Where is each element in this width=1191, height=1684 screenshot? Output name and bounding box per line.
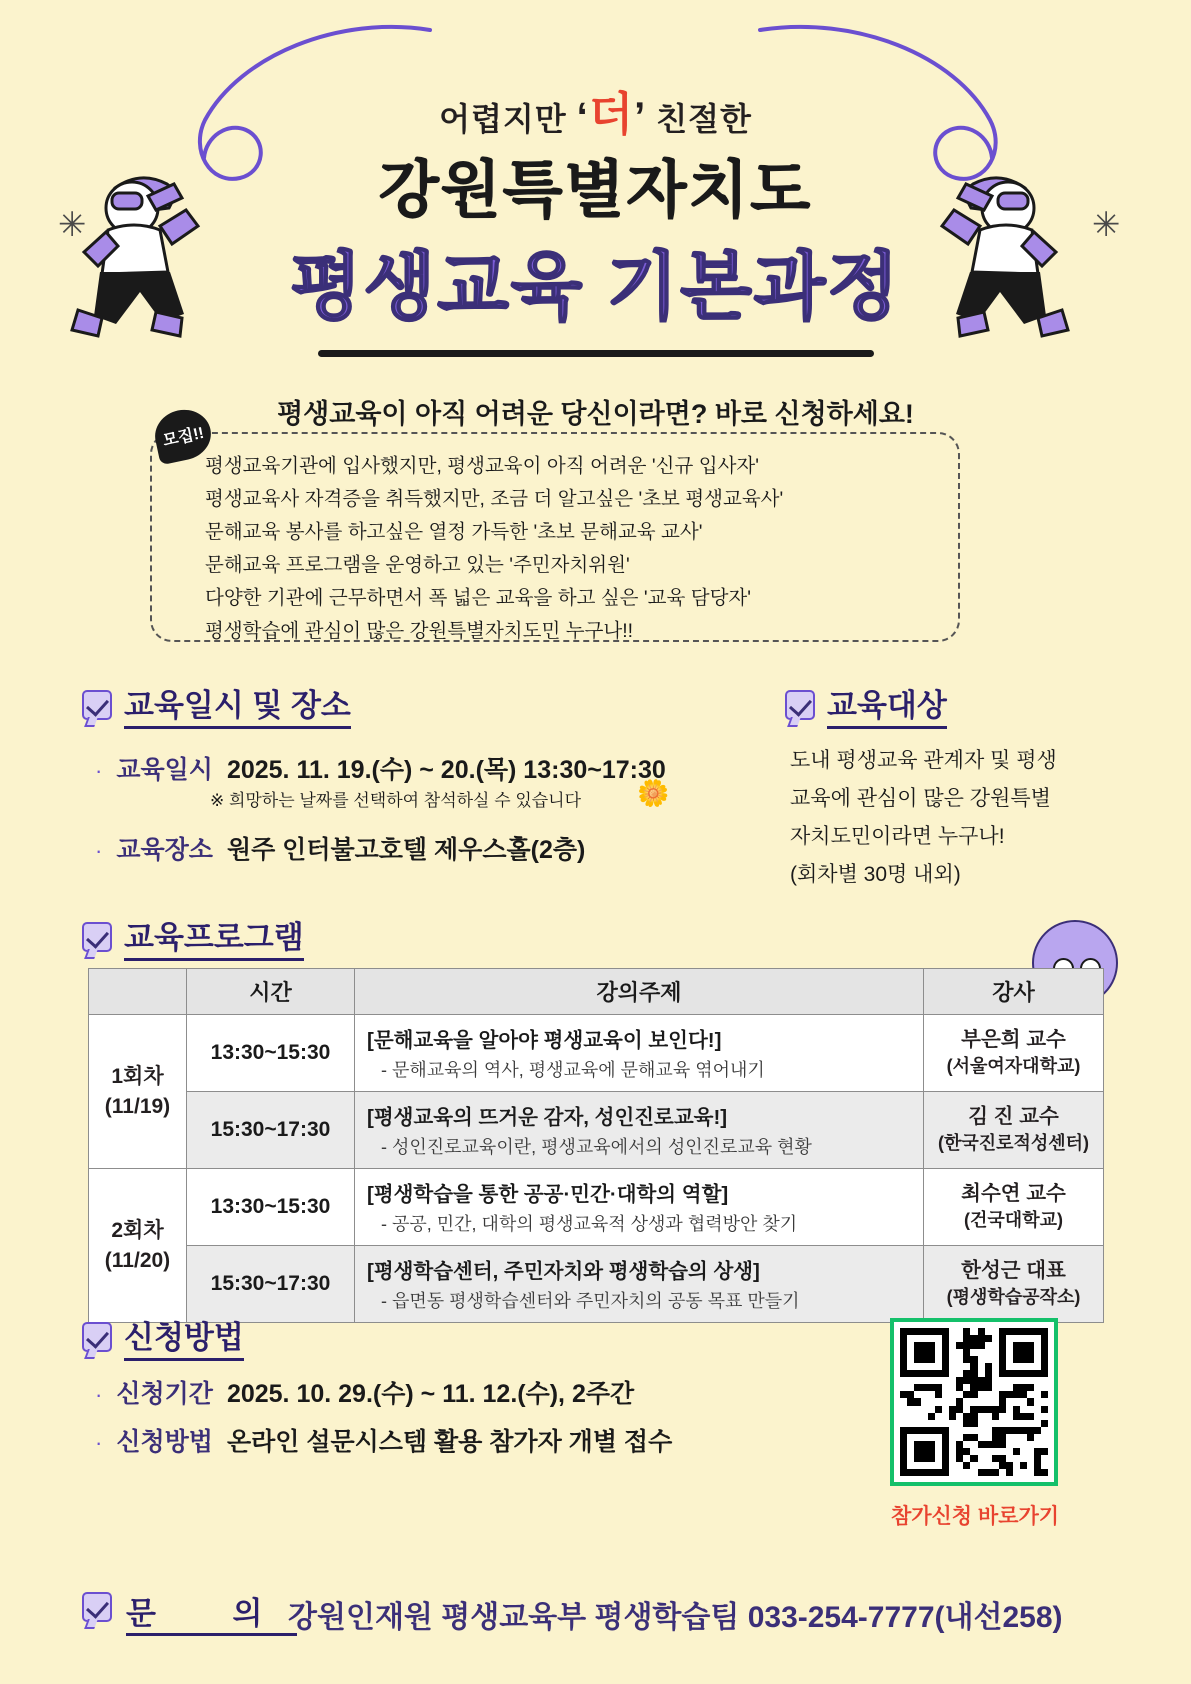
qr-caption: 참가신청 바로가기 xyxy=(890,1505,1060,1528)
target-description xyxy=(790,742,1120,894)
target-line: 교육에 관심이 많은 강원특별 xyxy=(790,787,1051,810)
section-contact-heading xyxy=(82,1592,112,1622)
bullet-icon: · xyxy=(95,758,103,783)
check-icon xyxy=(82,1592,112,1622)
apply-method-row xyxy=(95,1422,672,1458)
topic-sub: - 성인진로교육이란, 평생교육에서의 성인진로교육 현황 xyxy=(381,1137,812,1157)
program-table xyxy=(88,968,1104,1323)
schedule-place-row xyxy=(95,830,585,866)
cell-time: 13:30~15:30 xyxy=(187,1015,355,1092)
bullet-icon: · xyxy=(95,1430,103,1455)
topic-sub: - 문해교육의 역사, 평생교육에 문해교육 엮어내기 xyxy=(381,1060,765,1080)
table-row xyxy=(89,1246,1104,1323)
poster-subtitle: 평생교육이 아직 어려운 당신이라면? 바로 신청하세요! xyxy=(277,399,914,429)
apply-period-value: 2025. 10. 29.(수) ~ 11. 12.(수), 2주간 xyxy=(226,1380,635,1408)
page-title-line1: 강원특별자치도 xyxy=(378,156,813,225)
contact-label: 문 의 xyxy=(126,1588,297,1636)
sparkle-right-icon: ✳ xyxy=(1092,206,1121,244)
check-icon xyxy=(82,690,112,720)
lecturer-name: 김 진 교수 xyxy=(968,1105,1059,1128)
target-line: 도내 평생교육 관계자 및 평생 xyxy=(790,749,1057,772)
target-line: 자치도민이라면 누구나! xyxy=(790,825,1005,848)
session-line1: 1회차 xyxy=(111,1064,164,1088)
schedule-date-label: 교육일시 xyxy=(116,756,213,784)
kicker-quote-close: ’ xyxy=(634,95,647,139)
cell-topic xyxy=(355,1169,924,1246)
th-time: 시간 xyxy=(187,969,355,1015)
cell-topic xyxy=(355,1246,924,1323)
page-title-line2: 평생교육 기본과정 xyxy=(290,245,901,328)
lecturer-name: 최수연 교수 xyxy=(961,1182,1066,1205)
table-header-row xyxy=(89,969,1104,1015)
list-item: 평생교육기관에 입사했지만, 평생교육이 아직 어려운 '신규 입사자' xyxy=(205,455,759,477)
list-item: 다양한 기관에 근무하면서 폭 넓은 교육을 하고 싶은 '교육 담당자' xyxy=(205,587,751,609)
lecturer-name: 한성근 대표 xyxy=(961,1259,1066,1282)
section-program-heading xyxy=(82,912,304,961)
schedule-date-value: 2025. 11. 19.(수) ~ 20.(목) 13:30~17:30 xyxy=(226,756,666,784)
cell-lecturer xyxy=(924,1015,1104,1092)
lecturer-affiliation: (서울여자대학교) xyxy=(946,1056,1081,1076)
table-row xyxy=(89,1092,1104,1169)
topic-sub: - 공공, 민간, 대학의 평생교육적 상생과 협력방안 찾기 xyxy=(381,1214,798,1234)
cell-session xyxy=(89,1015,187,1169)
lecturer-name: 부은희 교수 xyxy=(961,1028,1066,1051)
lecturer-affiliation: (한국진로적성센터) xyxy=(937,1133,1090,1153)
apply-period-label: 신청기간 xyxy=(116,1380,213,1408)
section-apply-heading xyxy=(82,1312,244,1361)
lecturer-affiliation: (평생학습공작소) xyxy=(946,1287,1081,1307)
table-row xyxy=(89,1169,1104,1246)
table-row xyxy=(89,1015,1104,1092)
section-title: 교육일시 및 장소 xyxy=(124,680,351,729)
session-line1: 2회차 xyxy=(111,1218,164,1242)
th-topic: 강의주제 xyxy=(355,969,924,1015)
apply-period-row xyxy=(95,1374,634,1410)
kicker-quote-open: ‘ xyxy=(576,95,589,139)
apply-method-label: 신청방법 xyxy=(116,1428,213,1456)
section-target-heading xyxy=(785,680,947,729)
cell-session xyxy=(89,1169,187,1323)
cell-time: 15:30~17:30 xyxy=(187,1092,355,1169)
qr-code[interactable] xyxy=(890,1318,1058,1486)
topic-title: [평생교육의 뜨거운 감자, 성인진로교육!] xyxy=(367,1106,728,1129)
session-line2: (11/19) xyxy=(104,1094,171,1118)
list-item: 평생교육사 자격증을 취득했지만, 조금 더 알고싶은 '초보 평생교육사' xyxy=(205,488,784,510)
schedule-date-row xyxy=(95,750,666,786)
cell-topic xyxy=(355,1015,924,1092)
contact-value: 강원인재원 평생교육부 평생학습팀 033-254-7777(내선258) xyxy=(288,1601,1063,1634)
schedule-place-value: 원주 인터불고호텔 제우스홀(2층) xyxy=(226,836,586,864)
list-item: 문해교육 프로그램을 운영하고 있는 '주민자치위원' xyxy=(205,554,630,576)
session-line2: (11/20) xyxy=(104,1248,171,1272)
flower-icon: 🌼 xyxy=(637,778,670,808)
cell-lecturer xyxy=(924,1169,1104,1246)
section-title: 신청방법 xyxy=(124,1312,244,1361)
target-line: (회차별 30명 내외) xyxy=(790,863,961,886)
topic-title: [평생학습을 통한 공공·민간·대학의 역할] xyxy=(367,1183,729,1206)
section-title: 교육프로그램 xyxy=(124,912,304,961)
title-divider xyxy=(318,350,874,357)
bullet-icon: · xyxy=(95,838,103,863)
schedule-note: ※ 희망하는 날짜를 선택하여 참석하실 수 있습니다 xyxy=(210,791,582,810)
topic-sub: - 읍면동 평생학습센터와 주민자치의 공동 목표 만들기 xyxy=(381,1291,800,1311)
check-icon xyxy=(785,690,815,720)
check-icon xyxy=(82,922,112,952)
poster-kicker xyxy=(0,78,1191,144)
sparkle-left-icon: ✳ xyxy=(58,206,87,244)
schedule-place-label: 교육장소 xyxy=(116,836,213,864)
kicker-pre: 어렵지만 xyxy=(439,101,567,137)
lecturer-affiliation: (건국대학교) xyxy=(964,1210,1063,1230)
kicker-post: 친절한 xyxy=(656,101,752,137)
list-item: 평생학습에 관심이 많은 강원특별자치도민 누구나!! xyxy=(205,620,634,642)
qr-grid xyxy=(900,1328,1048,1476)
apply-method-value: 온라인 설문시스템 활용 참가자 개별 접수 xyxy=(226,1428,673,1456)
cell-lecturer xyxy=(924,1092,1104,1169)
section-title: 교육대상 xyxy=(827,680,947,729)
topic-title: [문해교육을 알아야 평생교육이 보인다!] xyxy=(367,1029,722,1052)
section-schedule-heading xyxy=(82,680,351,729)
recruit-list xyxy=(205,450,965,648)
recruit-badge: 모집!! xyxy=(150,405,215,466)
bullet-icon: · xyxy=(95,1382,103,1407)
th-session xyxy=(89,969,187,1015)
list-item: 문해교육 봉사를 하고싶은 열정 가득한 '초보 문해교육 교사' xyxy=(205,521,703,543)
cell-lecturer xyxy=(924,1246,1104,1323)
kicker-accent: 더 xyxy=(588,88,635,140)
cell-time: 15:30~17:30 xyxy=(187,1246,355,1323)
cell-topic xyxy=(355,1092,924,1169)
th-lecturer: 강사 xyxy=(924,969,1104,1015)
topic-title: [평생학습센터, 주민자치와 평생학습의 상생] xyxy=(367,1260,760,1283)
cell-time: 13:30~15:30 xyxy=(187,1169,355,1246)
check-icon xyxy=(82,1322,112,1352)
